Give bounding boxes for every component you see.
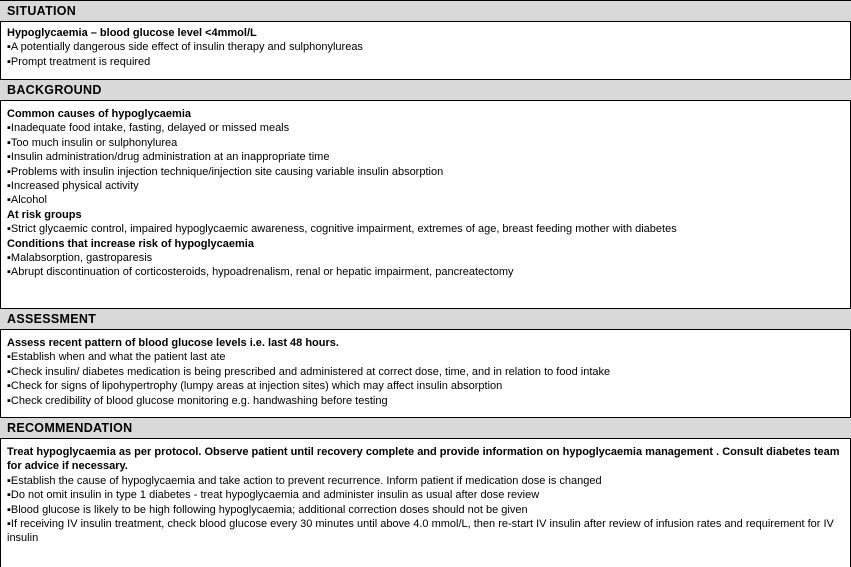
background-bullet: ▪Insulin administration/drug administration at an inappropriate time: [7, 151, 330, 164]
recommendation-bullet: ▪Do not omit insulin in type 1 diabetes - treat hypoglycaemia and administer insulin as usual after dose review: [7, 489, 540, 502]
assessment-header: ASSESSMENT: [0, 308, 851, 330]
background-bullet: ▪Strict glycaemic control, impaired hypoglycaemic awareness, cognitive impairment, extremes of age, breast feeding mother with diabetes: [7, 223, 677, 236]
background-bullet: ▪Inadequate food intake, fasting, delayed or missed meals: [7, 122, 290, 135]
assessment-title: Assess recent pattern of blood glucose levels i.e. last 48 hours.: [7, 337, 339, 349]
situation-title: Hypoglycaemia – blood glucose level <4mmol/L: [7, 27, 257, 39]
background-bullet: ▪Malabsorption, gastroparesis: [7, 252, 153, 265]
assessment-body: [7, 336, 843, 408]
background-header: BACKGROUND: [0, 79, 851, 101]
background-bullet: ▪Too much insulin or sulphonylurea: [7, 136, 178, 149]
assessment-bullet: ▪Check for signs of lipohypertrophy (lumpy areas at injection sites) which may affect insulin absorption: [7, 380, 503, 393]
background-bullet: ▪Alcohol: [7, 194, 47, 207]
background-subheading: Common causes of hypoglycaemia: [7, 108, 191, 120]
situation-bullet: ▪Prompt treatment is required: [7, 55, 151, 68]
background-body: [7, 107, 843, 280]
recommendation-body: [7, 445, 843, 546]
background-bullet: ▪Increased physical activity: [7, 180, 139, 193]
background-subheading: Conditions that increase risk of hypoglycaemia: [7, 237, 254, 250]
recommendation-bullet: ▪Establish the cause of hypoglycaemia and take action to prevent recurrence. Inform patient if medication dose is changed: [7, 474, 602, 487]
background-subheading: At risk groups: [7, 208, 82, 221]
recommendation-bullet: ▪If receiving IV insulin treatment, check blood glucose every 30 minutes until above 4.0 mmol/L, then re-start IV insulin after review of infusion rates and requirement for IV insulin: [7, 518, 834, 545]
situation-body: [7, 26, 843, 69]
background-bullet: ▪Problems with insulin injection technique/injection site causing variable insulin absorption: [7, 165, 444, 178]
background-bullet: ▪Abrupt discontinuation of corticosteroids, hypoadrenalism, renal or hepatic impairment, pancreatectomy: [7, 266, 514, 279]
situation-bullet: ▪A potentially dangerous side effect of insulin therapy and sulphonylureas: [7, 41, 363, 54]
assessment-bullet: ▪Establish when and what the patient last ate: [7, 351, 226, 364]
assessment-bullet: ▪Check insulin/ diabetes medication is being prescribed and administered at correct dose, time, and in relation to food intake: [7, 365, 611, 378]
situation-header: SITUATION: [0, 0, 851, 22]
recommendation-header: RECOMMENDATION: [0, 417, 851, 439]
recommendation-bullet: ▪Blood glucose is likely to be high following hypoglycaemia; additional correction doses should not be given: [7, 503, 528, 516]
assessment-bullet: ▪Check credibility of blood glucose monitoring e.g. handwashing before testing: [7, 394, 388, 407]
recommendation-title: Treat hypoglycaemia as per protocol. Observe patient until recovery complete and provide information on hypoglycaemia management . Consult diabetes team for advice if necessary.: [7, 446, 840, 473]
